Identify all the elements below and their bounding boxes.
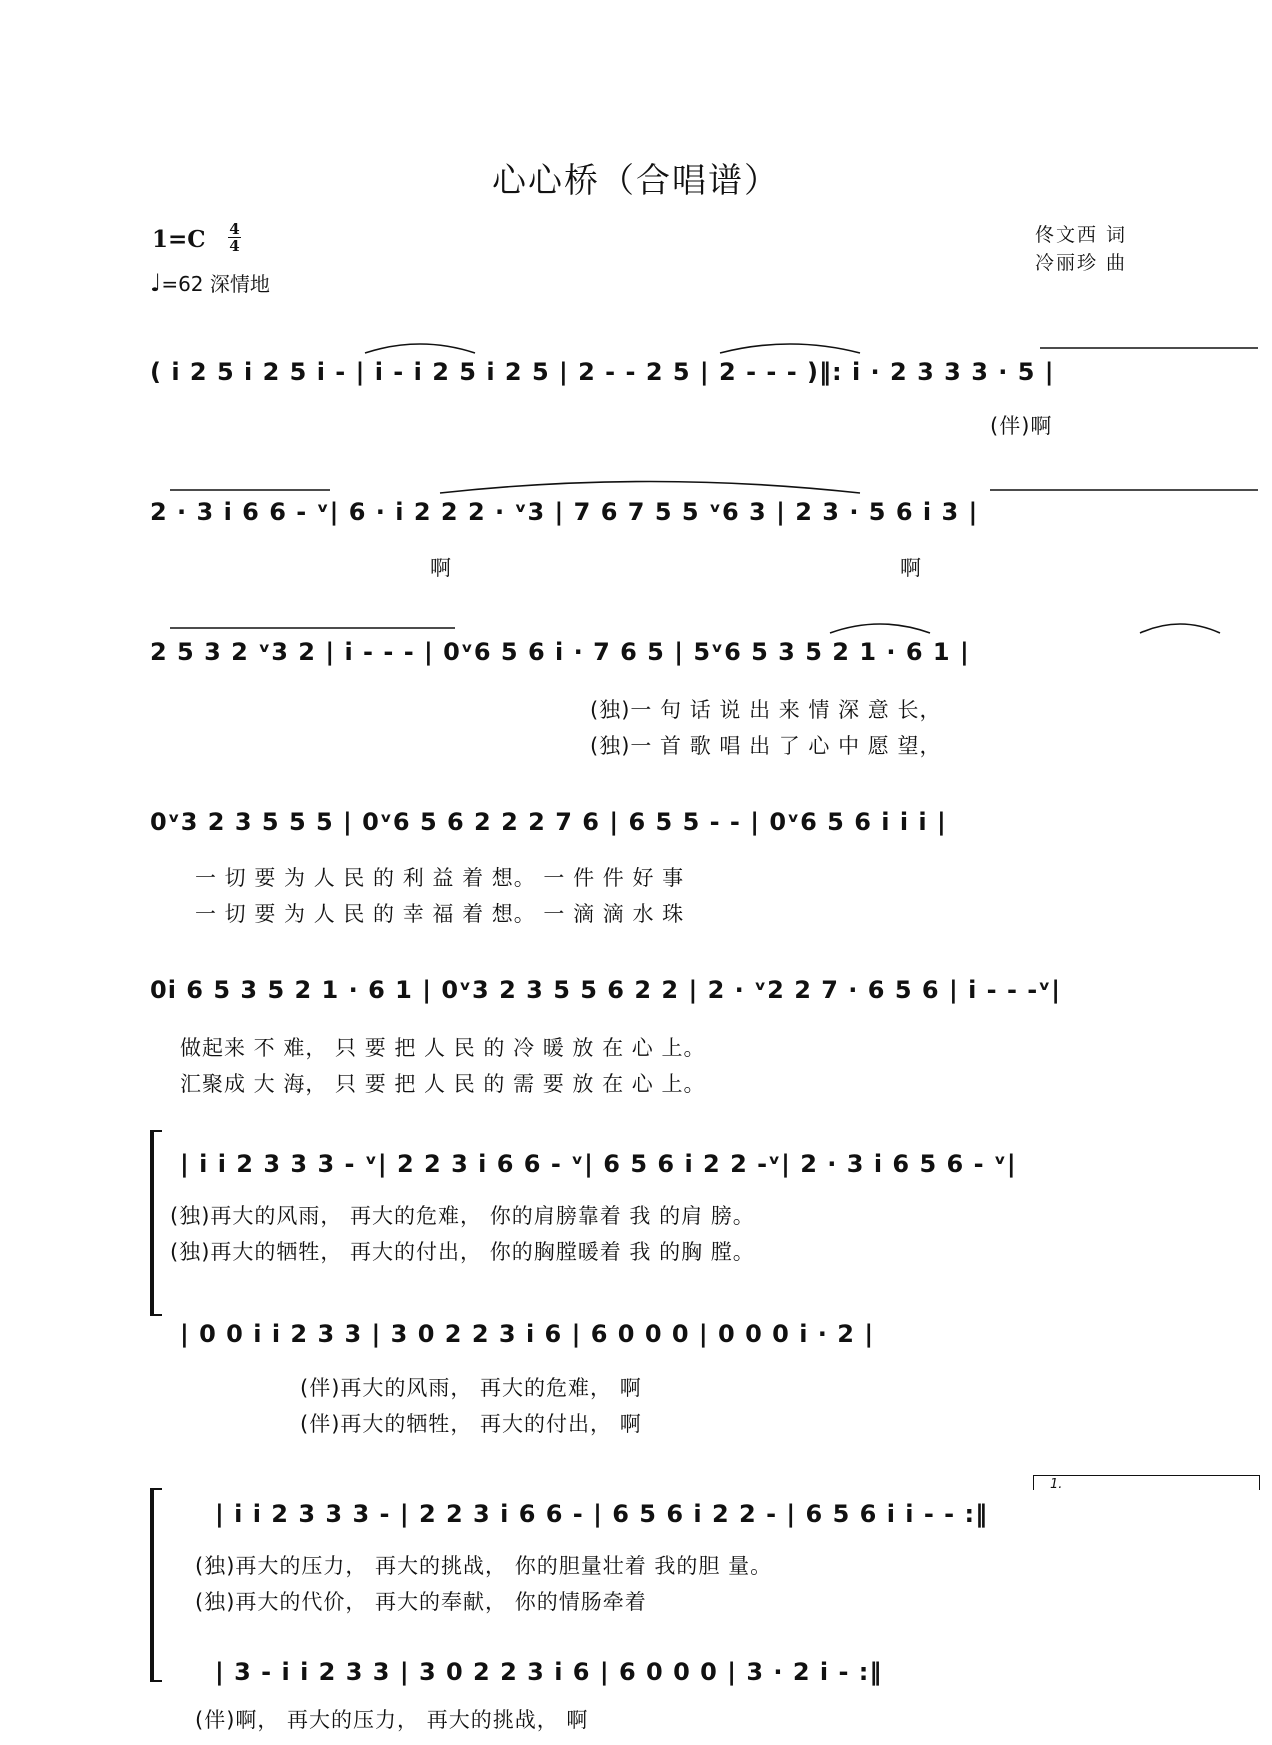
score-row-1: ( i 2 5 i 2 5 i - | i - i 2 5 i 2 5 | 2 - - 2 5 | 2 - - - )‖: i · 2 3 3 3 · 5 | xyxy=(150,358,1055,386)
lyric-row-8-verse-2: (独)再大的代价， 再大的奉献， 你的情肠牵着 xyxy=(195,1590,647,1614)
lyric-row-5-verse-2: 汇聚成 大 海， 只 要 把 人 民 的 需 要 放 在 心 上。 xyxy=(180,1072,706,1096)
lyric-row-2a: 啊 xyxy=(430,556,452,580)
score-row-3: 2 5 3 2 ᵛ3 2 | i - - - | 0ᵛ6 5 6 i · 7 6 5 | 5ᵛ6 5 3 5 2 1 · 6 1 | xyxy=(150,638,970,666)
composer-credit: 冷丽珍 曲 xyxy=(1034,252,1127,274)
score-row-6-solo: | i i 2 3 3 3 - ᵛ| 2 2 3 i 6 6 - ᵛ| 6 5 6 i 2 2 -ᵛ| 2 · 3 i 6 5 6 - ᵛ| xyxy=(180,1150,1017,1178)
score-row-5: 0i 6 5 3 5 2 1 · 6 1 | 0ᵛ3 2 3 5 5 6 2 2 | 2 · ᵛ2 2 7 · 6 5 6 | i - - -ᵛ| xyxy=(150,976,1062,1004)
time-signature xyxy=(228,222,241,253)
system-brace-1 xyxy=(150,1130,162,1316)
lyric-row-6-verse-1: (独)再大的风雨， 再大的危难， 你的肩膀靠着 我 的肩 膀。 xyxy=(170,1204,755,1228)
tempo-marking xyxy=(150,268,270,297)
lyric-row-3-verse-1: (独)一 句 话 说 出 来 情 深 意 长， xyxy=(590,698,942,722)
lyric-row-6-verse-2: (独)再大的牺牲， 再大的付出， 你的胸膛暖着 我 的胸 膛。 xyxy=(170,1240,755,1264)
score-row-7-accompaniment: | 0 0 i i 2 3 3 | 3 0 2 2 3 i 6 | 6 0 0 0 | 0 0 0 i · 2 | xyxy=(180,1320,875,1348)
lyric-row-5-verse-1: 做起来 不 难， 只 要 把 人 民 的 冷 暖 放 在 心 上。 xyxy=(180,1036,706,1060)
page-title: 心心桥（合唱谱） xyxy=(492,161,780,201)
lyric-row-3-verse-2: (独)一 首 歌 唱 出 了 心 中 愿 望， xyxy=(590,734,942,758)
volta-bracket-1 xyxy=(1033,1475,1260,1490)
time-signature-top: 4 xyxy=(229,220,240,238)
lyric-row-8-verse-1: (独)再大的压力， 再大的挑战， 你的胆量壮着 我的胆 量。 xyxy=(195,1554,773,1578)
score-row-4: 0ᵛ3 2 3 5 5 5 | 0ᵛ6 5 6 2 2 2 7 6 | 6 5 5 - - | 0ᵛ6 5 6 i i i | xyxy=(150,808,947,836)
key-signature: 1=C xyxy=(152,226,206,253)
lyric-row-7-verse-1: (伴)再大的风雨， 再大的危难， 啊 xyxy=(300,1376,642,1400)
score-row-9-accompaniment: | 3 - i i 2 3 3 | 3 0 2 2 3 i 6 | 6 0 0 0 | 3 · 2 i - :‖ xyxy=(215,1658,883,1686)
tempo-text: =62 深情地 xyxy=(161,272,270,296)
score-row-8-solo: | i i 2 3 3 3 - | 2 2 3 i 6 6 - | 6 5 6 i 2 2 - | 6 5 6 i i - - :‖ xyxy=(215,1500,989,1528)
score-row-2: 2 · 3 i 6 6 - ᵛ| 6 · i 2 2 2 · ᵛ3 | 7 6 7 5 5 ᵛ6 3 | 2 3 · 5 6 i 3 | xyxy=(150,498,979,526)
volta-number-1: 1. xyxy=(1050,1477,1063,1492)
lyricist-credit: 佟文西 词 xyxy=(1034,224,1127,246)
lyric-row-9-verse-1: (伴)啊， 再大的压力， 再大的挑战， 啊 xyxy=(195,1708,589,1732)
quarter-note-icon: ♩ xyxy=(150,269,162,297)
lyric-row-7-verse-2: (伴)再大的牺牲， 再大的付出， 啊 xyxy=(300,1412,642,1436)
lyric-row-2b: 啊 xyxy=(900,556,922,580)
lyric-row-4-verse-2: 一 切 要 为 人 民 的 幸 福 着 想。 一 滴 滴 水 珠 xyxy=(195,902,685,926)
system-brace-2 xyxy=(150,1488,162,1682)
lyric-row-4-verse-1: 一 切 要 为 人 民 的 利 益 着 想。 一 件 件 好 事 xyxy=(195,866,685,890)
lyric-row-1: (伴)啊 xyxy=(990,414,1053,438)
time-signature-bottom: 4 xyxy=(229,237,240,255)
